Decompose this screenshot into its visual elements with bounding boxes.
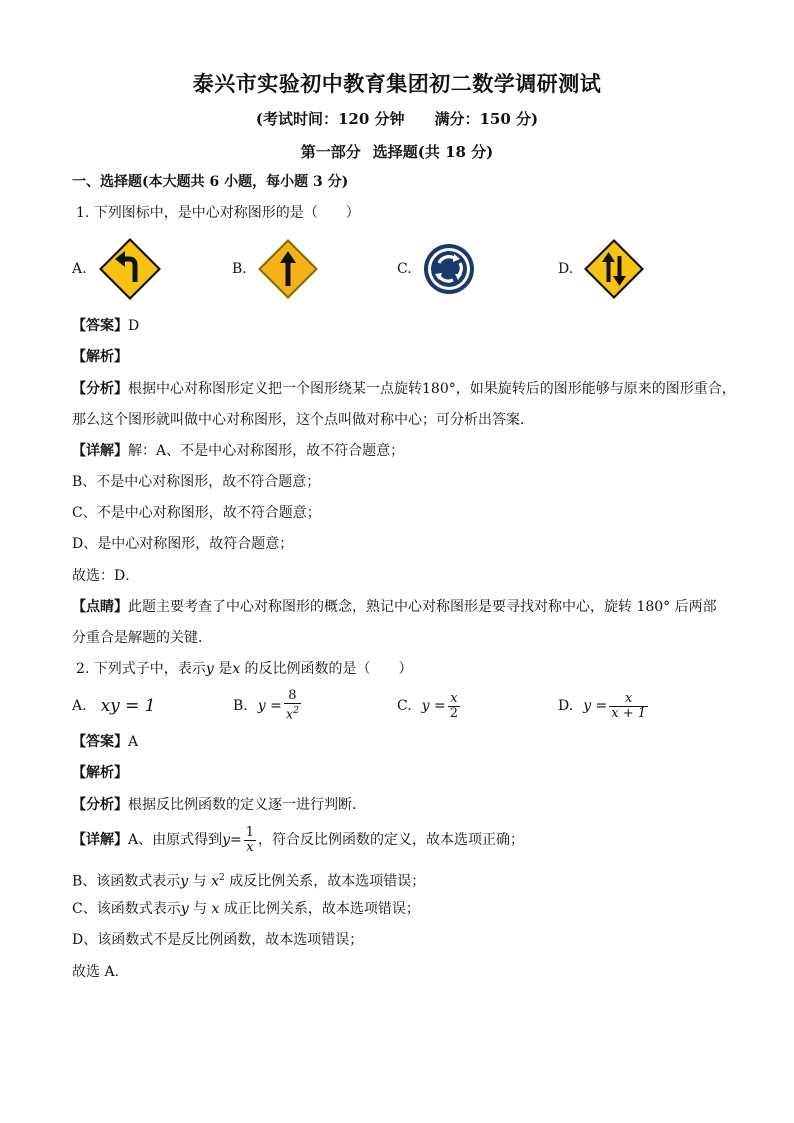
fenxi-text: 根据反比例函数的定义逐一进行判断． — [128, 797, 366, 813]
var-x: x — [211, 901, 220, 917]
part-desc: 选择题(共 18 分) — [372, 143, 494, 161]
q2-stem — [76, 659, 413, 679]
xiangjie-tag: 【详解】 — [72, 832, 128, 848]
q2-conclusion: 故选 A. — [72, 964, 120, 980]
q1-fenxi-line2: 那么这个图形就叫做中心对称图形，这个点叫做对称中心；可分析出答案． — [72, 412, 534, 428]
numerator: x — [450, 690, 458, 706]
part-name: 第一部分 — [300, 143, 361, 161]
q1-stem: 1. 下列图标中，是中心对称图形的是（ ） — [76, 205, 360, 221]
answer-tag: 【答案】 — [72, 734, 128, 750]
option-letter: A. — [72, 698, 87, 714]
q2-fenxi-line — [72, 795, 366, 815]
q2-option-a — [72, 688, 156, 724]
text: 与 — [188, 901, 212, 917]
q1-xiangjie-line1 — [72, 441, 404, 461]
text: 成反比例关系，故本选项错误； — [224, 873, 426, 890]
q1-dianjing-line1 — [72, 597, 717, 617]
denominator — [284, 703, 301, 722]
full-score: 满分：150 分) — [434, 110, 539, 128]
answer-tag: 【答案】 — [72, 318, 128, 334]
q1-option-b — [232, 236, 319, 302]
text: 成正比例关系，故本选项错误； — [219, 901, 420, 917]
denominator: 2 — [449, 705, 459, 721]
q1-answer — [72, 316, 139, 336]
var-x: x — [211, 873, 220, 890]
option-letter: D. — [558, 698, 574, 714]
var-x: x — [232, 661, 241, 677]
exponent: 2 — [219, 873, 225, 883]
q2-analysis-tag: 【解析】 — [72, 765, 128, 781]
part-heading — [0, 141, 794, 162]
q1-option-c — [397, 236, 476, 302]
den-base: x — [285, 707, 294, 723]
answer-value: D — [128, 318, 140, 334]
q1-options — [72, 236, 722, 302]
q1-xiangjie-line2: B、不是中心对称图形，故不符合题意； — [72, 474, 321, 490]
q2-xiangjie-line4: D、该函数式不是反比例函数，故本选项错误； — [72, 932, 364, 948]
exam-title: 泰兴市实验初中教育集团初二数学调研测试 — [192, 71, 602, 96]
fraction — [609, 692, 648, 721]
xiangjie-tag: 【详解】 — [72, 443, 128, 459]
two-way-traffic-sign-icon — [583, 238, 645, 300]
section-heading: 一、选择题(本大题共 6 小题，每小题 3 分) — [72, 174, 349, 190]
roundabout-sign-icon — [422, 242, 476, 296]
option-letter: D. — [558, 261, 574, 277]
q1-option-d — [558, 236, 645, 302]
stem-part: 2. 下列式子中，表示 — [76, 661, 206, 677]
fenxi-tag: 【分析】 — [72, 381, 128, 397]
option-letter: B. — [232, 261, 247, 277]
q2-answer — [72, 732, 138, 752]
option-letter: C. — [397, 261, 412, 277]
q1-xiangjie-line3: C、不是中心对称图形，故不符合题意； — [72, 505, 321, 521]
straight-ahead-sign-icon — [257, 238, 319, 300]
denominator: x — [246, 839, 254, 855]
var-y: y — [205, 661, 214, 677]
q2-option-d — [558, 688, 650, 724]
var-y: y — [180, 901, 189, 917]
fenxi-text: 根据中心对称图形定义把一个图形绕某一点旋转180°，如果旋转后的图形能够与原来的图形重合， — [128, 381, 736, 397]
option-lhs: y = — [583, 698, 608, 714]
q1-dianjing-line2: 分重合是解题的关键． — [72, 630, 212, 646]
q2-xiangjie-line3 — [72, 899, 420, 919]
fraction — [284, 689, 301, 722]
fenxi-tag: 【分析】 — [72, 797, 128, 813]
q2-xiangjie-line2 — [72, 868, 425, 892]
numerator: 1 — [245, 824, 255, 840]
text: 与 — [188, 873, 212, 890]
numerator: 8 — [288, 688, 297, 704]
dianjing-tag: 【点睛】 — [72, 599, 128, 615]
q1-analysis-tag: 【解析】 — [72, 349, 128, 365]
exam-info — [0, 108, 794, 129]
text: B、该函数式表示 — [72, 873, 181, 890]
numerator: x — [624, 690, 633, 706]
q1-conclusion: 故选：D． — [72, 568, 140, 584]
dianjing-text: 此题主要考查了中心对称图形的概念，熟记中心对称图形是要寻找对称中心，旋转 180° 后两部 — [128, 599, 717, 615]
den-exponent: 2 — [293, 706, 299, 717]
option-letter: A. — [72, 261, 87, 277]
q1-option-a — [72, 236, 163, 302]
fraction — [448, 692, 460, 721]
left-turn-sign-icon — [97, 236, 163, 302]
var-y: y — [180, 873, 189, 890]
q1-fenxi-line1 — [72, 379, 736, 399]
stem-part: 的反比例函数的是（ ） — [240, 661, 413, 677]
xiangjie-text: 解：A、不是中心对称图形，故不符合题意； — [128, 443, 405, 459]
q1-xiangjie-line4: D、是中心对称图形，故符合题意； — [72, 536, 294, 552]
expr-lhs: y= — [222, 832, 242, 848]
xiangjie-text: ，符合反比例函数的定义，故本选项正确； — [258, 832, 525, 848]
exam-time: (考试时间：120 分钟 — [255, 110, 405, 128]
option-lhs: y = — [257, 698, 282, 714]
option-lhs: y = — [421, 698, 446, 714]
xiangjie-text: A、由原式得到 — [128, 832, 223, 848]
stem-part: 是 — [213, 661, 233, 677]
option-letter: B. — [233, 698, 248, 714]
q2-option-b — [233, 688, 303, 724]
denominator: x + 1 — [611, 705, 647, 721]
answer-value: A — [128, 734, 139, 750]
q2-xiangjie-line1 — [72, 822, 524, 858]
fraction — [244, 826, 256, 855]
option-expression: xy = 1 — [100, 696, 156, 716]
option-letter: C. — [397, 698, 412, 714]
text: C、该函数式表示 — [72, 901, 181, 917]
q2-option-c — [397, 688, 462, 724]
